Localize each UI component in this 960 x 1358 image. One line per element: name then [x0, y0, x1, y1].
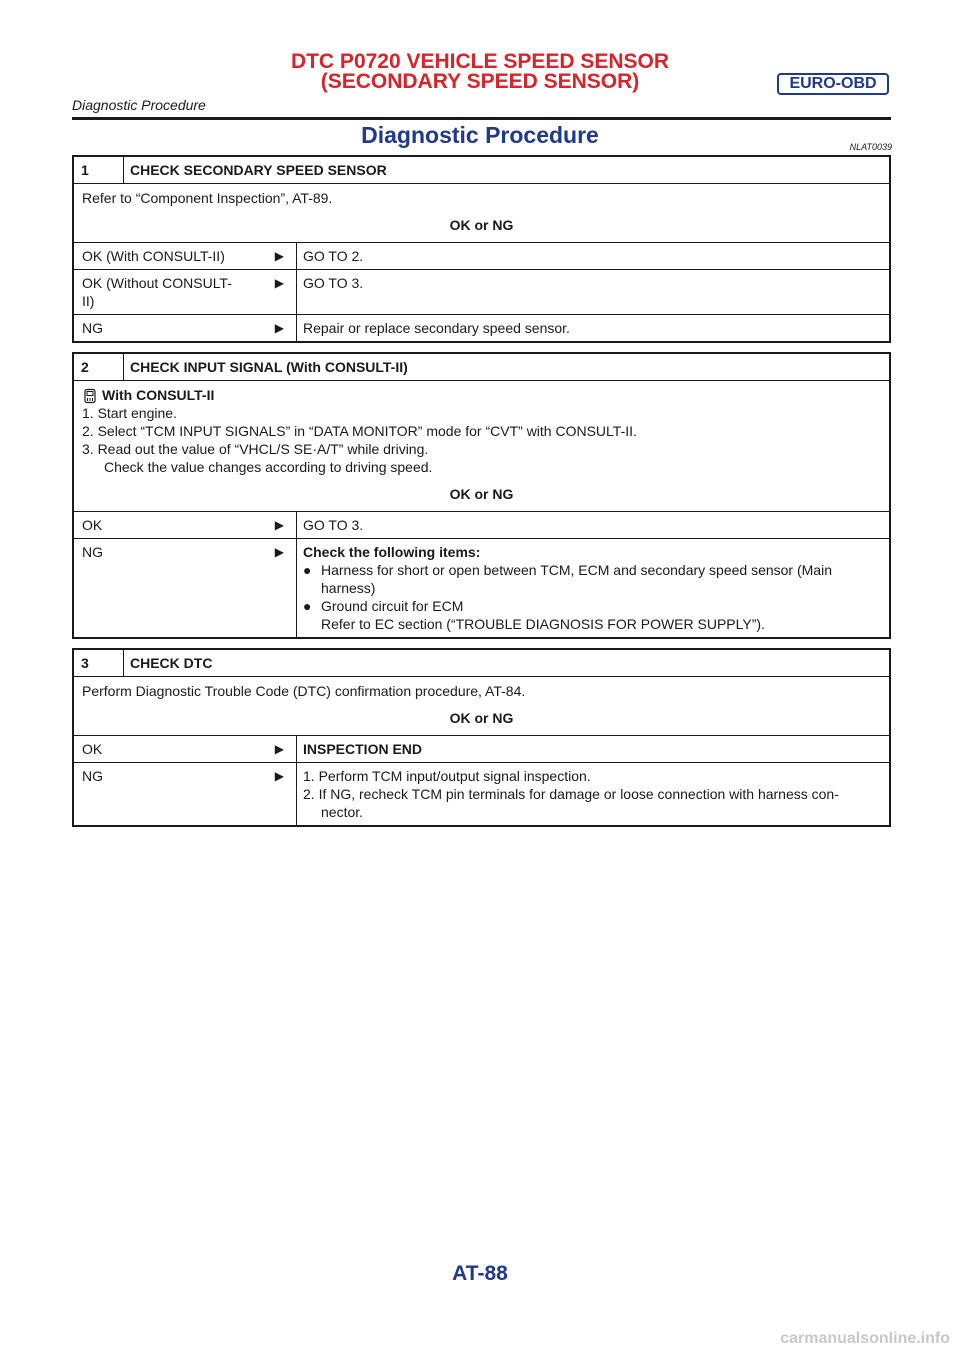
step-body [74, 380, 889, 511]
step-body [74, 676, 889, 735]
bullet-continuation: harness) [321, 580, 376, 597]
consult-tool-icon [82, 388, 98, 404]
result-condition: NG ▶ [74, 763, 297, 825]
result-action [297, 763, 889, 825]
bullet-icon: ● [303, 598, 312, 615]
arrow-right-icon: ▶ [274, 276, 284, 290]
arrow-right-icon: ▶ [274, 545, 284, 560]
result-condition: OK (With CONSULT-II) ▶ [74, 243, 297, 269]
reference-code: NLAT0039 [849, 142, 892, 152]
result-condition: OK ▶ [74, 512, 297, 538]
bullet-item: ● Harness for short or open between TCM, ECM and secondary speed sensor (Main [303, 562, 832, 579]
instruction-line: 1. Start engine. [82, 405, 177, 422]
result-condition: NG ▶ [74, 315, 297, 341]
arrow-right-icon: ▶ [274, 769, 284, 783]
page-number: AT-88 [452, 1262, 508, 1285]
ok-or-ng-label: OK or NG [449, 710, 514, 726]
arrow-right-icon: ▶ [274, 742, 284, 756]
result-row [74, 511, 889, 538]
euro-obd-badge: EURO-OBD [777, 73, 889, 95]
step-instruction: Refer to “Component Inspection”, AT-89. [82, 190, 333, 206]
result-row [74, 538, 889, 637]
action-line: 2. If NG, recheck TCM pin terminals for damage or loose connection with harness con- [303, 786, 839, 802]
instruction-line: Check the value changes according to driving speed. [104, 459, 433, 476]
step-2-table [72, 352, 891, 639]
step-instruction: Perform Diagnostic Trouble Code (DTC) confirmation procedure, AT-84. [82, 683, 526, 699]
step-number: 1 [74, 157, 124, 183]
result-action [297, 539, 889, 637]
bullet-item: ● Ground circuit for ECM [303, 598, 464, 615]
consult-label: With CONSULT-II [82, 386, 881, 404]
step-number: 3 [74, 650, 124, 676]
arrow-right-icon: ▶ [274, 321, 284, 335]
result-action: INSPECTION END [303, 741, 423, 757]
result-action: GO TO 3. [303, 517, 364, 534]
action-title: Check the following items: [303, 544, 481, 561]
ok-or-ng-label: OK or NG [449, 217, 514, 233]
step-1-table [72, 155, 891, 343]
arrow-right-icon: ▶ [274, 518, 284, 533]
result-condition: OK ▶ [74, 736, 297, 762]
result-row [74, 735, 889, 762]
step-title: CHECK INPUT SIGNAL (With CONSULT-II) [130, 359, 408, 375]
ok-or-ng-label: OK or NG [449, 486, 514, 503]
header-subtitle: Diagnostic Procedure [72, 97, 206, 113]
instruction-line: 3. Read out the value of “VHCL/S SE·A/T” while driving. [82, 441, 429, 458]
result-action: GO TO 2. [303, 248, 364, 264]
page-title: Diagnostic Procedure [361, 122, 599, 148]
arrow-right-icon: ▶ [274, 249, 284, 263]
watermark: carmanualsonline.info [780, 1330, 950, 1347]
step-title: CHECK DTC [130, 655, 213, 671]
result-row [74, 242, 889, 269]
step-body [74, 183, 889, 242]
step-header [74, 157, 889, 183]
step-header [74, 354, 889, 380]
result-row [74, 269, 889, 314]
result-row [74, 314, 889, 341]
step-header [74, 650, 889, 676]
step-number: 2 [74, 354, 124, 380]
action-line: 1. Perform TCM input/output signal inspection. [303, 768, 591, 784]
header-title-line2: (SECONDARY SPEED SENSOR) [320, 70, 640, 93]
result-row [74, 762, 889, 825]
result-condition: OK (Without CONSULT- II) ▶ [74, 270, 297, 314]
step-3-table [72, 648, 891, 827]
instruction-line: 2. Select “TCM INPUT SIGNALS” in “DATA MONITOR” mode for “CVT” with CONSULT-II. [82, 423, 637, 440]
header-title-line1: DTC P0720 VEHICLE SPEED SENSOR [290, 50, 670, 73]
action-line-continuation: nector. [321, 804, 364, 820]
bullet-continuation: Refer to EC section (“TROUBLE DIAGNOSIS FOR POWER SUPPLY”). [321, 616, 765, 633]
step-title: CHECK SECONDARY SPEED SENSOR [130, 162, 387, 178]
result-action: GO TO 3. [303, 275, 364, 291]
result-condition: NG ▶ [74, 539, 297, 637]
bullet-icon: ● [303, 562, 312, 579]
result-action: Repair or replace secondary speed sensor. [303, 320, 570, 336]
header-rule [72, 117, 891, 120]
